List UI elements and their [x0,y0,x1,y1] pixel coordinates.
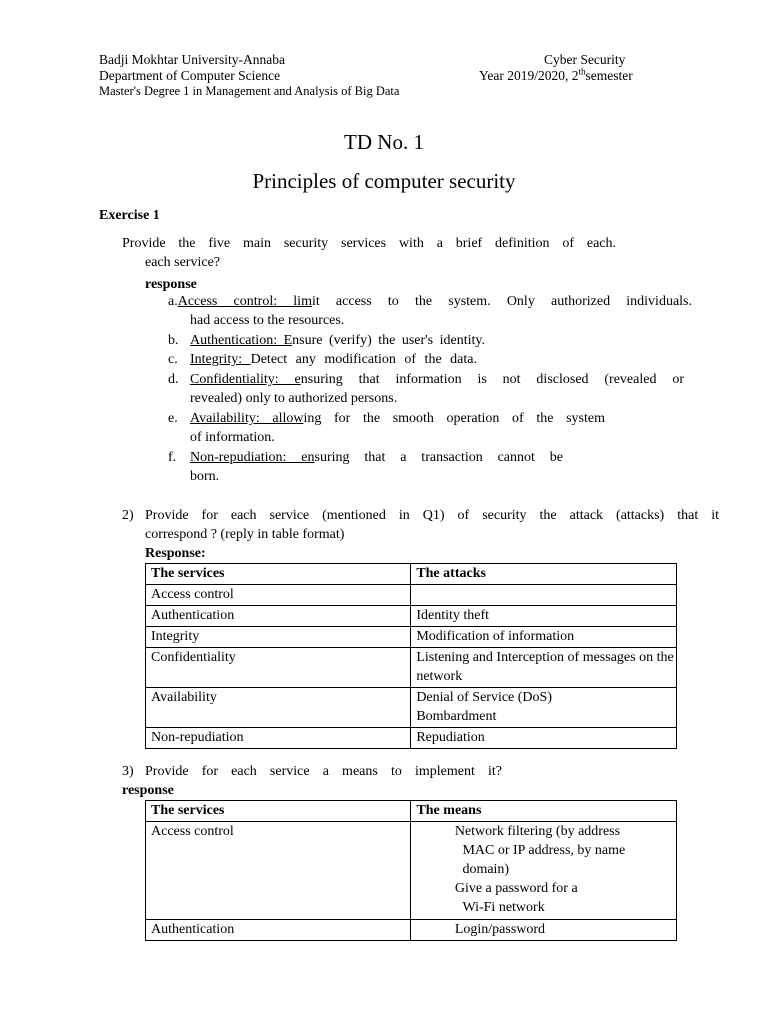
response-label-3: response [122,783,174,798]
table-header-row [146,564,677,585]
answer-item-e-marker: e. [168,411,178,426]
means-item-cont: domain) [462,862,510,877]
attack-cell [411,585,677,606]
table-row [146,822,677,920]
service-cell: Authentication [146,920,411,941]
service-cell: Availability [146,688,411,728]
services-attacks-table [145,563,677,749]
answer-item-e: Availability: allowing for the smooth operation of the system [190,411,605,426]
table-row [146,920,677,941]
degree-name: Master's Degree 1 in Management and Analysis of Big Data [99,84,400,98]
answer-item-b-marker: b. [168,333,179,348]
attack-cell: Denial of Service (DoS) Bombardment [411,688,677,728]
answer-item-c: Integrity: Detect any modification of the data. [190,352,477,367]
answer-item-f-marker: f. [168,450,177,465]
response-label-1: response [145,277,197,292]
table-row [146,648,677,688]
question-3-number: 3) [122,764,134,779]
answer-item-e-cont: of information. [190,430,275,445]
answer-item-d: Confidentiality: ensuring that information is not disclosed (revealed or [190,372,684,387]
answer-item-f: Non-repudiation: ensuring that a transaction cannot be [190,450,563,465]
answer-item-b: Authentication: Ensure (verify) the user's identity. [190,333,485,348]
answer-item-c-marker: c. [168,352,178,367]
table-header-cell: The attacks [411,564,677,585]
table-header-cell: The services [146,801,411,822]
service-cell: Non-repudiation [146,728,411,749]
department-name: Department of Computer Science [99,68,281,83]
service-cell: Confidentiality [146,648,411,688]
question-2-number: 2) [122,508,134,523]
answer-item-d-marker: d. [168,372,179,387]
question-1-line-1: Provide the five main security services with a brief definition of each. [122,236,616,251]
attack-cell: Repudiation [411,728,677,749]
service-cell: Access control [146,822,411,920]
answer-item-a: a.Access control: limit access to the system. Only authorized individuals. [168,294,692,309]
answer-item-f-cont: born. [190,469,220,484]
table-header-row [146,801,677,822]
td-title: TD No. 1 [344,130,424,154]
table-row [146,728,677,749]
table-header-cell: The means [411,801,677,822]
table-row [146,627,677,648]
exercise-heading: Exercise 1 [99,208,160,223]
means-item: Login/password [440,922,531,937]
means-item-cont: MAC or IP address, by name [462,843,626,858]
university-name: Badji Mokhtar University-Annaba [99,52,285,67]
table-header-cell: The services [146,564,411,585]
table-row [146,606,677,627]
means-item: Network filtering (by address [440,824,606,839]
attack-cell: Identity theft [411,606,677,627]
means-cell [411,822,677,920]
question-3-line-1: Provide for each service a means to implement it? [145,764,502,779]
course-name: Cyber Security [544,52,626,67]
means-cell [411,920,677,941]
means-item-cont: Wi-Fi network [462,900,545,915]
answer-item-d-cont: revealed) only to authorized persons. [190,391,398,406]
page-title: Principles of computer security [252,169,516,193]
question-2-line-2: correspond ? (reply in table format) [145,527,345,542]
bullet-icon [440,881,451,896]
answer-item-a-cont: had access to the resources. [190,313,345,328]
bullet-icon [440,922,451,937]
service-cell: Authentication [146,606,411,627]
service-cell: Integrity [146,627,411,648]
bullet-icon [440,824,451,839]
service-cell: Access control [146,585,411,606]
means-item: Give a password for a [440,881,564,896]
attack-cell: Modification of information [411,627,677,648]
services-means-table [145,800,677,941]
attack-cell: Listening and Interception of messages on the network [411,648,677,688]
academic-year: Year 2019/2020, 2thsemester [479,66,633,83]
question-2-line-1: Provide for each service (mentioned in Q1) of security the attack (attacks) that it [145,508,719,523]
table-row [146,585,677,606]
response-label-2: Response: [145,546,206,561]
table-row [146,688,677,728]
question-1-line-2: each service? [145,255,220,270]
